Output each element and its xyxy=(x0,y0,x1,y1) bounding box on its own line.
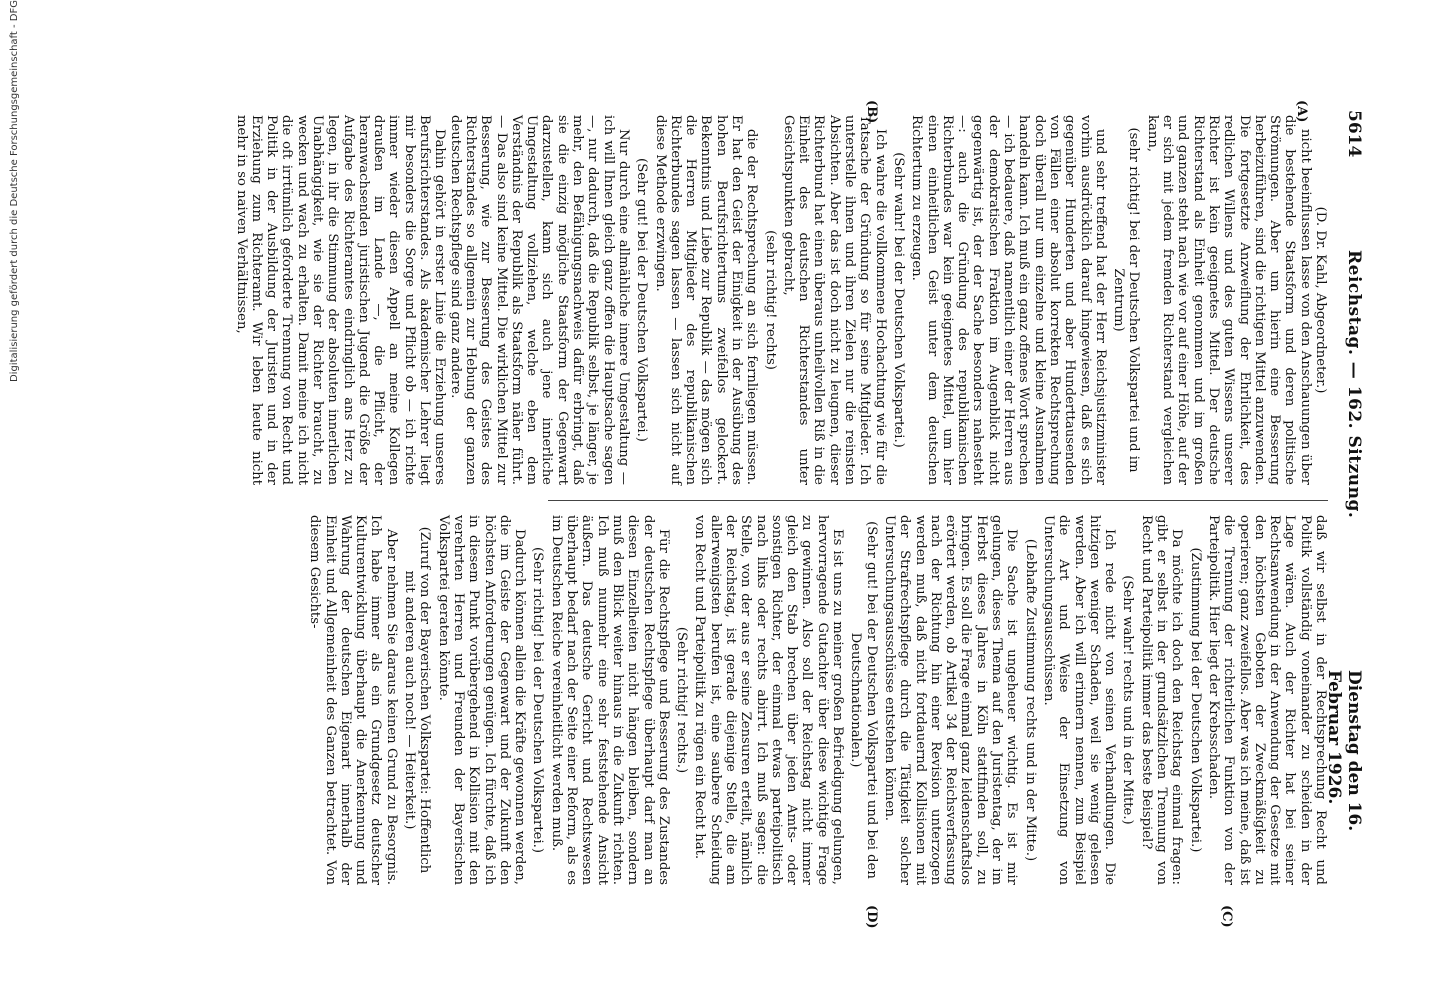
interjection: (Sehr gut! bei der Deutschen Volkspartei und bei den Deutschnationalen.) xyxy=(848,521,879,879)
margin-marker-b: (B) xyxy=(864,100,879,124)
paragraph: daß wir selbst in der Rechtsprechung Recht und Politik vollständig voneinander zu scheiden in der Lage wären. Auch der Richter hat bei seiner Rechtsanwendung in der Anwendung der Gesetze mit den höchsten Geboten der Zweckmäßigkeit zu operieren; ganz zweifellos. Aber was ich meine, daß ist die Trennung der richterlichen Funktion von der Parteipolitik. Hier liegt der Krebsschaden. xyxy=(1205,515,1328,885)
paragraph: Aber nehmen Sie daraus keinen Grund zu Besorgnis. Ich habe immer als ein Grundgesetz deutscher Kulturentwicklung überhaupt die Anerkennung und Wahrung der deutschen Eigenart innerhalb der Einheit und Allgemeinheit des Ganzen betrachtet. Von diesem Gesichts- xyxy=(307,515,399,885)
paragraph: Da möchte ich doch den Reichstag einmal fragen: gibt er selbst in der grundsätzlichen Trennung von Recht und Parteipolitik immer das beste Beispiel? xyxy=(1138,515,1185,885)
interjection: (Sehr gut! bei der Deutschen Volkspartei.) xyxy=(634,158,650,442)
paragraph: Die Sache ist ungeheuer wichtig. Es ist mir gelungen, dieses Thema auf den Juristentag, der im Herbst dieses Jahres in Köln stattfinden soll, zu bringen. Es soll die Frage einmal ganz leidenschaftslos erörtert werden, ob Artikel 34 der Reichsverfassung nach der Richtung hin einer Revision unterzogen werden muß, daß nicht fortdauernd Kollisionen mit der Strafrechtspflege durch die Tätigkeit solcher Untersuchungsausschüsse entstehen können. xyxy=(881,515,1020,885)
page-number: 5614 xyxy=(1344,110,1364,158)
page-header xyxy=(1324,110,1364,900)
interjection: (Sehr richtig! bei der Deutschen Volkspartei.) xyxy=(530,546,546,854)
left-column xyxy=(233,115,1328,485)
interjection: (Sehr wahr! rechts und in der Mitte.) xyxy=(1120,575,1136,825)
margin-marker-a: (A) xyxy=(1294,100,1309,123)
paragraph: die der Rechtsprechung an sich fernliegen müssen. Er hat den Geist der Einigkeit in der Ausübung des hohen Berufsrichtertums zweifellos gelockert. Bekenntnis und Liebe zur Republik — das mögen sich die Herren Mitglieder des republikanischen Richterbundes sagen lassen — lassen sich nicht auf diese Methode erzwingen. xyxy=(652,115,760,485)
interjection: (Sehr richtig! rechts.) xyxy=(674,626,690,774)
right-column xyxy=(307,515,1328,885)
header-title: Reichstag. — 162. Sitzung. xyxy=(1344,250,1364,519)
paragraph: Dahin gehört in erster Linie die Erziehung unseres Berufsrichterstandes. Als akademischer Lehrer liegt mir besonders die Sorge und Pflicht ob — ich richte immer wieder diesen Appell an meine Kollegen draußen im Lande —, die Pflicht, der heranwachsenden juristischen Jugend die Größe der Aufgabe des Richteramtes eindringlich ans Herz zu legen, in ihr die Stimmung der absoluten innerlichen Unabhängigkeit, wie sie der Richter braucht, zu wecken und wach zu erhalten. Damit meine ich nicht die oft irrtümlich geforderte Trennung von Recht und Politik in der Ausbildung der Juristen und in der Erziehung zum Richteramt. Wir leben heute nicht mehr in so naiven Verhältnissen, xyxy=(233,115,448,485)
column-divider xyxy=(548,500,1328,501)
header-date: Dienstag den 16. Februar 1926. xyxy=(1324,670,1364,832)
interjection: (Zustimmung bei der Deutschen Volkspartei.) xyxy=(1187,547,1203,853)
speaker-line: (D. Dr. Kahl, Abgeordneter.) xyxy=(1313,206,1328,394)
paragraph: nicht beeinflussen lasse von den Anschauungen über die bestehende Staatsform und deren politische Strömungen. Aber um hierin eine Besserung herbeizuführen, sind die richtigen Mittel anzuwenden. Die fortgesetzte Anzweiflung der Ehrlichkeit, des redlichen Willens und des guten Wissens unserer Richter ist kein geeignetes Mittel. Der deutsche Richterstand als Einheit genommen und im großen und ganzen steht nach wie vor auf einer Höhe, auf der er sich mit jedem fremden Richterstand vergleichen kann, xyxy=(1144,115,1313,485)
interjection: (sehr richtig! bei der Deutschen Volkspartei und im Zentrum) xyxy=(1111,127,1142,473)
digitization-credit: Digitalisierung gefördert durch die Deutsche Forschungsgemeinschaft - DFG xyxy=(9,0,20,383)
paragraph: Ich rede nicht von seinen Verhandlungen. Die hitzigen weniger Schaden, weil sie wenig gelesen werden. Aber ich will erinnern nennen, zum Beispiel die Art und Weise der Einsetzung von Untersuchungsausschüssen. xyxy=(1040,515,1118,885)
interjection: (Zuruf von der Bayerischen Volkspartei: Hoffentlich mit anderen auch noch! — Heiterkeit.) xyxy=(402,526,433,874)
paragraph: und sehr treffend hat der Herr Reichsjustizminister vorhin ausdrücklich darauf hingewiesen, daß es sich gegenüber Hunderten und aber Hunderttausenden von Fällen einer absolut korrekten Rechtsprechung doch überall nur um einzelne und kleine Ausnahmen handeln kann. Ich muß ein ganz offenes Wort sprechen — ich bedauere, daß namentlich einer der Herren aus der demokratischen Fraktion im Augenblick nicht gegenwärtig ist, der der Sache besonders nahesteht —: auch die Gründung des republikanischen Richterbundes war kein geeignetes Mittel, um hier einen einheitlichen Geist unter dem deutschen Richtertum zu erzeugen. xyxy=(909,115,1108,485)
margin-marker-d: (D) xyxy=(864,905,879,929)
digitization-footer xyxy=(6,0,26,1000)
paragraph: Es ist uns zu meiner großen Befriedigung gelungen, hervorragende Gutachter über diese wichtige Frage zu gewinnen. Also soll der Reichstag nicht immer gleich den Stab brechen über jeden Amts- oder sonstigen Richter, der einmal etwas parteipolitisch nach links oder rechts abirrt. Ich muß sagen: die Stelle, von der aus er seine Zensuren erteilt, nämlich der Reichstag, ist gerade diejenige Stelle, die am allerwenigsten berufen ist, eine saubere Scheidung von Recht und Parteipolitik zu rügen ein Recht hat. xyxy=(692,515,846,885)
interjection: (Sehr wahr! bei der Deutschen Volkspartei.) xyxy=(890,152,906,448)
interjection: (Lebhafte Zustimmung rechts und in der Mitte.) xyxy=(1022,538,1038,862)
paragraph: Nur durch eine allmähliche innere Umgestaltung — ich will Ihnen gleich ganz offen die Hauptsache sagen —, nur dadurch, daß die Republik selbst, je länger, je mehr, den Befähigungsnachweis dafür erbringt, daß sie die einzig mögliche Staatsform der Gegenwart darzustellen, kann sich auch jene innerliche Umgestaltung vollziehen, welche eben dem Verständnis der Republik als Staatsform näher führt. — Das also sind keine Mittel. Die wirklichen Mittel zur Besserung, wie zur Besserung des Geistes des Richterstandes so allgemein zur Hebung der ganzen deutschen Rechtspflege sind ganz andere. xyxy=(447,115,631,485)
margin-marker-c: (C) xyxy=(1219,905,1234,928)
interjection: (sehr richtig! rechts) xyxy=(762,230,778,370)
paragraph: Ich wahre die vollkommene Hochachtung wie für die Tatsache der Gründung so für seine Mitglieder. Ich unterstelle ihnen und ihren Zielen nur die reinsten Absichten. Aber das ist doch nicht zu leugnen, dieser Richterbund hat einen überaus unheilvollen Riß in die Einheit des deutschen Richterstandes unter Gesichtspunkten gebracht, xyxy=(780,115,888,485)
paragraph: Für die Rechtspflege und Besserung des Zustandes der deutschen Rechtspflege überhaupt darf man an diesen Einzelheiten nicht hängen bleiben, sondern muß den Blick weiter hinaus in die Zukunft richten. Ich muß nunmehr eine sehr feststehende Ansicht äußern. Das deutsche Gericht und Rechtswesen überhaupt bedarf nach der Seite einer Reform, als es im Deutschen Reiche vereinheitlicht werden muß. xyxy=(548,515,671,885)
paragraph: Dadurch können allein die Kräfte gewonnen werden, die im Geiste der Gegenwart und der Zukunft den höchsten Anforderungen genügen. Ich fürchte, daß ich in diesem Punkt vorübergehend in Kollision mit den verehrten Herren und Freunden der Bayerischen Volkspartei geraten könnte. xyxy=(435,515,528,885)
